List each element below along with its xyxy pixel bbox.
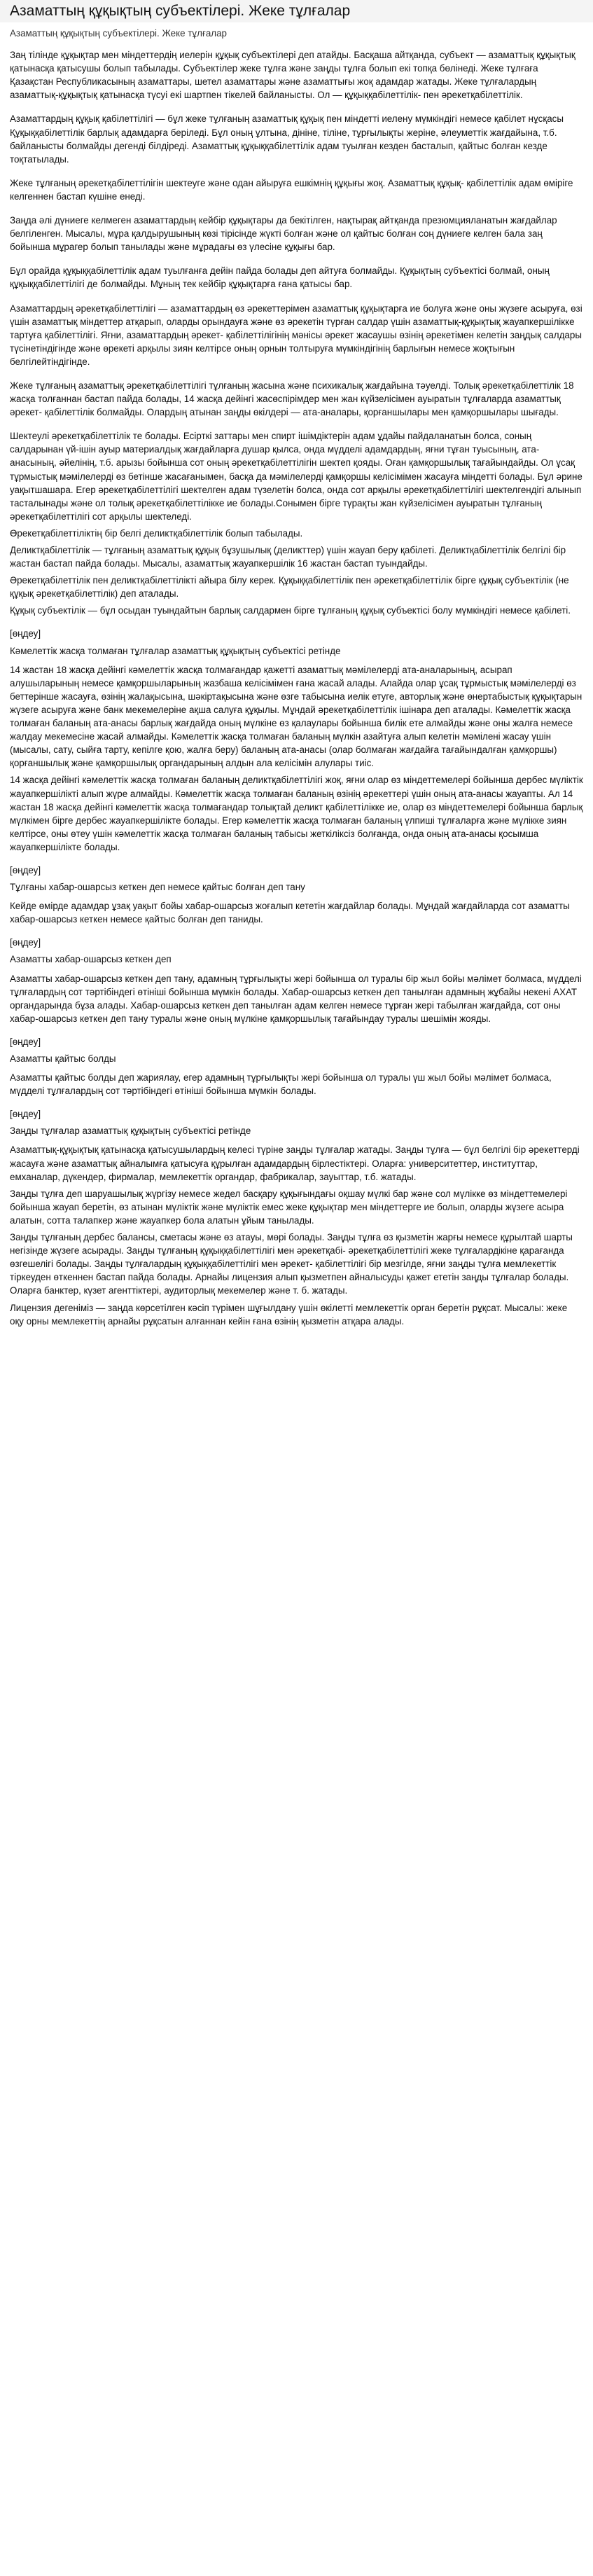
- section-heading: Азаматты хабар-ошарсыз кеткен деп: [10, 954, 172, 965]
- paragraph: 14 жасқа дейінгі кәмелеттік жасқа толмаған баланың деликтқабілеттілігі жоқ, яғни олар өз міндеттемелері бойынша дербес мүліктік жауапкершілікті алып жүре алмайды. Кәмелеттік жасқа толмаған баланың өзінің әрекеттері үшін оның ата-анасы жауапты. Ал 14 жастан 18 жасқа дейінгі кәмелеттік жасқа толмағандар толықтай деликт қабілеттілікке ие, олар өз міндеттемелері бойынша барлық мүлкімен бірге дербес жауапкершілікте болады. Егер кәмелеттік жасқа толмаған баланың үлпиші тұлғаларға және мүлікке зиян келтірсе, оны өтеу үшін кәмелеттік жасқа толмаған баланың табысы жеткіліксіз болғанда, онда оның ата-анасы қосымша жауапкершілікте болады.: [10, 775, 583, 852]
- section-heading: Тұлғаны хабар-ошарсыз кеткен деп немесе қайтыс болған деп тану: [10, 882, 305, 893]
- page-title: Азаматтың құқықтың субъектілері. Жеке тұлғалар: [10, 3, 351, 19]
- page-subtitle: Азаматтың құқықтың субъектілері. Жеке тұлғалар: [10, 28, 227, 39]
- paragraph: Заңда әлі дүниеге келмеген азаматтардың кейбір құқықтары да бекітілген, нақтырақ айтқанда презюмцияланатын жағдайлар белгіленген. Мысалы, мұра қалдырушының көзі тірісінде жүкті болған және ол қайтыс болған соң дүниеге келген бала заң бойынша мұрагер болып танылады және мұрадағы өз үлесіне құқығы бар.: [10, 215, 557, 253]
- paragraph: Деликтқабілеттілік — тұлғаның азаматтық құқық бұзушылық (деликттер) үшін жауап беру қабілеті. Деликтқабілеттілік белгілі бір жастан бастап пайда болады. Мысалы, азаматтық жауапкершілік 16 жастан бастап туындайды.: [10, 545, 566, 569]
- section-missing: [10, 936, 583, 1025]
- section-heading: Азаматты қайтыс болды: [10, 1053, 116, 1064]
- section-heading: Кәмелеттік жасқа толмаған тұлғалар азаматтық құқықтың субъектісі ретінде: [10, 645, 341, 656]
- section-heading: Заңды тұлғалар азаматтық құқықтың субъектісі ретінде: [10, 1126, 251, 1137]
- paragraph: Заңды тұлғаның дербес балансы, сметасы және өз атауы, мөрі болады. Заңды тұлға өз қызметін жарғы немесе құрылтай шарты негізінде жүзеге асырады. Заңды тұлғаның құқыққабілеттілігі мен әрекетқабі- әрекетқабілеттілігі жеке тұлғалардікіне қарағанда өзгешелігі болады. Заңды тұлғалардың құқыққабілеттілігі мен әрекет- қабілеттілігі бір мезгілде, яғни заңды тұлға мемлекеттік тіркеуден өткеннен бастап пайда болады. Арнайы лицензия алып қызметпен айналысуды қажет ететін заңды тұлғалар болады. Оларға банктер, күзет агенттіктері, аудиторлық мекемелер және т. б. жатады.: [10, 1232, 573, 1296]
- section-minors: [10, 627, 583, 854]
- paragraph: Әрекетқабілеттілік пен деликтқабілеттілікті айыра білу керек. Құқыққабілеттілік пен әрекетқабілеттілік бірге құқық субъектілік (не құқық әрекетқабілеттілік) деп аталады.: [10, 575, 569, 600]
- paragraph: Жеке тұлғаның әрекетқабілеттілігін шектеуге және одан айыруға ешкімнің құқығы жоқ. Азаматтық құқық- қабілеттілік адам өміріге келгеннен бастап күшіне енеді.: [10, 177, 573, 202]
- edit-link[interactable]: [өңдеу]: [10, 937, 41, 948]
- section-missing-or-dead: [10, 864, 583, 926]
- paragraph: Лицензия дегеніміз — заңда көрсетілген кәсіп түрімен шұғылдану үшін өкілетті мемлекеттік орган беретін рұқсат. Мысалы: жеке оқу орны мемлекеттің арнайы рұқсатын алғаннан кейін ғана өзінің қызметін атқара алады.: [10, 1302, 568, 1327]
- paragraph: Азаматтық-құқықтық қатынасқа қатысушылардың келесі түріне заңды тұлғалар жатады. Заңды тұлға — бұл белгілі бір әрекеттерді жасауға және азаматтық айналымға қатысуға құрылған адамдардың бірлестіктері. Оларға: университеттер, институттар, емханалар, дүкендер, фирмалар, мемлекеттік органдар, фабрикалар, зауыттар, т.б. жатады.: [10, 1144, 580, 1182]
- section-legal-entities: [10, 1107, 583, 1327]
- edit-link[interactable]: [өңдеу]: [10, 628, 41, 639]
- edit-link[interactable]: [өңдеу]: [10, 1109, 41, 1120]
- paragraph: Азаматтардың құқық қабілеттілігі — бұл жеке тұлғаның азаматтық құқық пен міндетті иелену мүмкіндігі немесе қабілет нұсқасы Құқыққабілеттілік барлық адамдарға беріледі. Бұл оның ұлтына, дініне, тіліне, тұрғылықты жеріне, әлеуметтік жағдайына, т.б. байланысты болмайды дегенді білдіреді. Азаматтық құқыққабілеттілік адам туылған кезден басталып, қайтыс болған кезде тоқтатылады.: [10, 113, 564, 165]
- paragraph: Шектеулі әрекетқабілеттілік те болады. Есірткі заттары мен спирт ішімдіктерін адам ұдайы пайдаланатын болса, соның салдарынан үй-ішін ауыр материалдық жағдайларға душар қылса, онда мүдделі адамдардың, яғни тұған туысының, ата-анасының, әйелінің, т.б. арызы бойынша сот оның әрекетқабілеттілігін шектеп қояды. Оған қамқоршылық тағайындайды. Ол ұсақ тұрмыстық мәмілелерді өз бетінше жасағанымен, басқа да мәмілелерді қамқоршы келісімімен жасауға міндетті болады. Бұл әрине уақытшашара. Егер әрекетқабілеттілігі шектелген адам түзелетін болса, онда сот арқылы әрекетқабілеттілігі шектелгендігі алынып тасталынады және ол толық әрекетқабілеттілікке ие болады.Сонымен бірге түрақты жан күйзелісімен ауыратын тұлғаның әрекетқабілеттілігі сот арқылы шектеледі.: [10, 431, 582, 522]
- paragraph: Бұл орайда құқыққабілеттілік адам туылғанға дейін пайда болады деп айтуға болмайды. Құқықтың субъектісі болмай, оның құқыққабілеттілігі де болмайды. Мұның тек кейбір құқықтарға ғана қатысы бар.: [10, 265, 550, 290]
- paragraph: Азаматты қайтыс болды деп жариялау, егер адамның тұрғылықты жері бойынша ол туралы үш жыл бойы мәлімет болмаса, мүдделі тұлғалардың сот тәртібіндегі өтініші бойынша мүмкін болады.: [10, 1072, 552, 1097]
- paragraph: Заңды тұлға деп шаруашылық жүргізу немесе жедел басқару құқығындағы оқшау мүлкі бар және сол мүлікке өз міндеттемелері бойынша жауап беретін, өз атынан мүліктік және мүліктік емес жеке құқықтар мен міндеттерге ие болып, оларды жүзеге асыра алатын, сотта талапкер және жауапкер бола алатын ұйым танылады.: [10, 1188, 568, 1226]
- paragraph: Құқық субъектілік — бұл осыдан туындайтын барлық салдармен бірге тұлғаның құқық субъектісі болу мүмкіндігі немесе қабілеті.: [10, 605, 571, 616]
- edit-link[interactable]: [өңдеу]: [10, 864, 41, 875]
- paragraph: Азаматты хабар-ошарсыз кеткен деп тану, адамның тұрғылықты жері бойынша ол туралы бір жыл бойы мәлімет болмаса, мүдделі тұлғалардың сот тәртібіндегі өтініші бойынша мүмкін болады. Хабар-ошарсыз кеткен деп танылған адамның жұбайы некені АХАТ органдарында бұза алады. Хабар-ошарсыз кеткен деп танылған адам келген немесе тұрған жері табылған жағдайда, сот оны хабар-ошарсыз кеткен деп тану туралы және оның мүлкіне қамқоршылық тағайындау туралы шешімін жояды.: [10, 973, 582, 1024]
- section-declared-dead: [10, 1035, 583, 1097]
- paragraph: Заң тілінде құқықтар мен міндеттердің иелерін құқық субъектілері деп атайды. Басқаша айтқанда, субъект — азаматтық құқықтық қатынасқа қатысушы болып табылады. Субъектілер жеке тұлға және заңды тұлға болып екі топқа бөлінеді. Жеке тұлғаға Қазақстан Республикасының азаматтары, шетел азаматтары және азаматтығы жоқ адамдар жатады. Жеке тұлғалардың азаматтық-құқықтық қатынасқа түсуі екі шартпен тікелей байланысты. Ол — құқыққабілеттілік- пен әрекетқабілеттілік.: [10, 50, 575, 101]
- title-bar: [0, 0, 593, 22]
- paragraph: Азаматтардың әрекетқабілеттілігі — азаматтардың өз әрекеттерімен азаматтық құқықтарға ие болуға және оны жүзеге асыруға, өзі үшін азаматтық міндеттер атқарып, оларды орындауға және өз әрекетін түрған салдар үшін азаматтық-құқықтық жауапкершілікке тартуға қабілеттілігі. Яғни, азаматтардың әрекет- қабілеттілігінің мәнісы әрекет жасаушы өзінің әрекетімен келетін заңдық салдары түсінетіндігінде және өрекеті арқылы зиян келтірсе оның орнын толтыруға мүмкіндігінің барлығын немесе жоқтығын белгілейтіндігінде.: [10, 303, 582, 367]
- paragraph: 14 жастан 18 жасқа дейінгі кәмелеттік жасқа толмағандар қажетті азаматтық мәмілелерді ата-аналарының, асырап алушыларының немесе қамқоршыларының жазбаша келісімімен ғана жасай алады. Алайда олар ұсақ тұрмыстық мәмілелерді өз беттерінше жасауға, өзінің жалақысына, шәкіртақысына және өзге табысына иелік етуге, авторлық және өнертабыстық құқықтарын жүзеге асыруға және банк мекемелеріне ақша салуға құқылы. Мұндай әрекетқабілеттілік ішінара деп аталады. Кәмелеттік жасқа толмаған баланың ата-анасы барлық жағдайда оның мүлкіне өз қалаулары бойынша билік ете алмайды және оны жалға немесе жалдау мекемесіне жасай алмайды. Кәмелеттік жасқа толмаған баланың мүлкін азайтуға алып келетін мәмілені жасау үшін (мысалы, сату, сыйға тарту, кепілге қою, жалға беру) баланың ата-анасы (олар болмаған жағдайға тағайындалған қамқоршы) қорғаншылық және қамқоршылық органдарының алдын ала келісімін алулары тиіс.: [10, 664, 582, 769]
- paragraph: Өрекетқабілеттіліктің бір белгі деликтқабілеттілік болып табылады.: [10, 527, 303, 539]
- paragraph: Жеке тұлғаның азаматтық әрекетқабілеттілігі тұлғаның жасына және психикалық жағдайына тәуелді. Толық әрекетқабілеттілік 18 жасқа толғаннан бастап пайда болады, 14 жасқа дейінгі жасөспірімдер мен жан күйзелісімен ауыратын тұлғаларда азаматтық әрекет- қабілеттілік болмайды. Олардың атынан заңды өкілдері — ата-аналары, қорғаншылары мен қамқоршылары шығады.: [10, 380, 574, 418]
- edit-link[interactable]: [өңдеу]: [10, 1036, 41, 1047]
- paragraph: Кейде өмірде адамдар ұзақ уақыт бойы хабар-ошарсыз жоғалып кететін жағдайлар болады. Мұндай жағдайларда сот азаматты хабар-ошарсыз кеткен немесе қайтыс болған деп таниды.: [10, 901, 570, 925]
